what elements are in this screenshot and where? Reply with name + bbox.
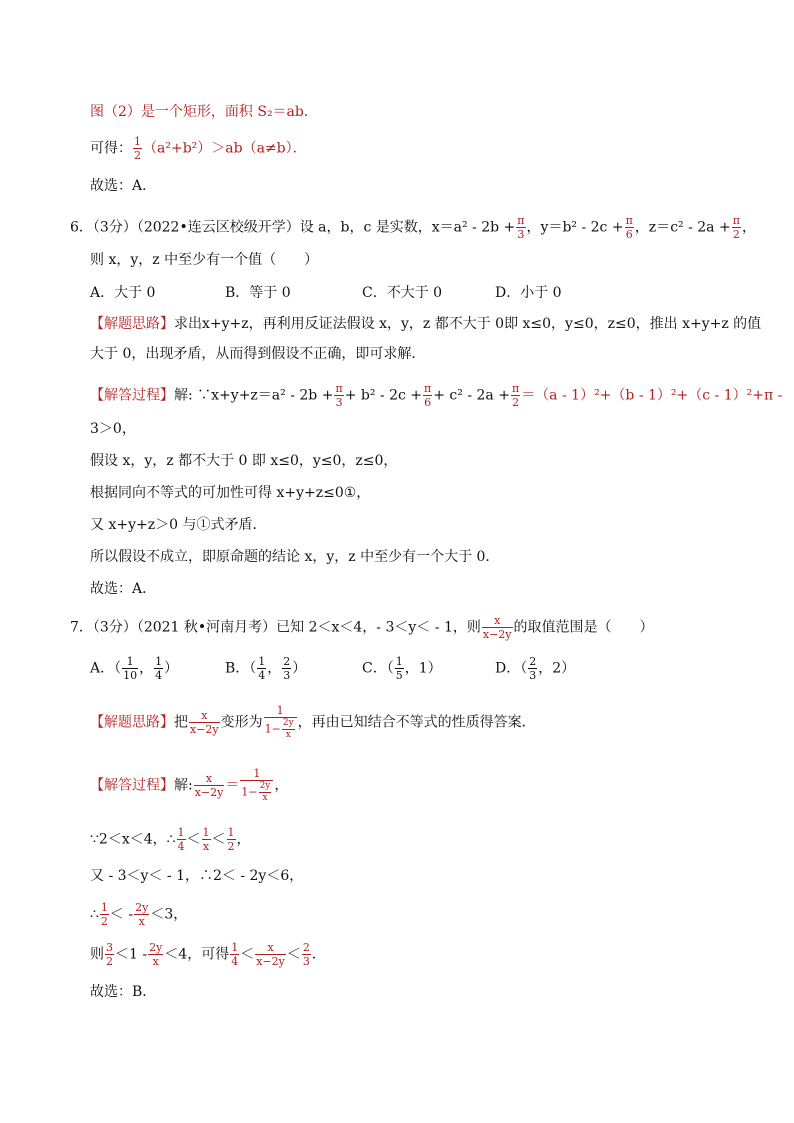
question-7-stem	[70, 615, 654, 640]
proc-part: 解:	[174, 777, 193, 794]
options-row	[90, 282, 650, 304]
text-line	[90, 579, 156, 599]
inequality: （a²+b²）＞ab（a≠b）．	[143, 140, 307, 157]
inner-fraction	[259, 782, 272, 803]
fraction	[423, 383, 432, 408]
denominator: 3	[302, 955, 310, 968]
fraction	[148, 942, 163, 967]
proc-part: ∵2＜x＜4，∴	[90, 831, 176, 848]
stem-part: ，z＝c² - 2a +	[634, 219, 731, 236]
denominator: 4	[177, 840, 185, 853]
fraction	[732, 215, 741, 240]
option-d	[495, 656, 575, 681]
numerator: 1	[395, 655, 403, 668]
fraction	[257, 656, 266, 681]
numerator: 1	[202, 826, 210, 839]
denominator: x	[152, 955, 159, 968]
fraction	[482, 615, 513, 640]
denominator: 2	[106, 955, 113, 968]
option-c: C．不大于 0	[362, 285, 443, 301]
denominator: 3	[529, 669, 537, 682]
numerator: x	[255, 942, 286, 955]
denominator: x−2y	[482, 628, 512, 641]
denominator: x	[138, 915, 145, 928]
proc-part: ，	[274, 777, 289, 794]
inner-fraction	[282, 719, 295, 740]
numerator: 2y	[282, 718, 294, 728]
option-prefix: D．（	[495, 660, 528, 677]
fraction	[202, 827, 211, 852]
numerator: π	[511, 382, 520, 395]
section-tag: 【解答过程】	[90, 777, 174, 794]
fraction	[230, 942, 239, 967]
text-line	[90, 176, 156, 196]
proc-part: ＜3，	[150, 906, 188, 923]
text-line	[90, 451, 397, 471]
equals-sign: ＝	[225, 777, 240, 794]
text-line	[90, 866, 303, 886]
think-text: 大于 0，出现矛盾，从而得到假设不正确，即可求解．	[90, 346, 426, 362]
stem-part: 的取值范围是（ ）	[513, 619, 654, 636]
text-line	[90, 827, 251, 852]
numerator: 3	[106, 941, 113, 954]
proc-part: ，	[236, 831, 251, 848]
option-suffix: ）	[292, 660, 307, 677]
denominator: 2	[227, 840, 235, 853]
numerator: x	[194, 773, 225, 786]
option-suffix: ）	[164, 660, 179, 677]
fraction	[154, 656, 163, 681]
text-line	[90, 344, 425, 364]
numerator: x	[482, 615, 513, 628]
answer-choice: 故选：A．	[90, 178, 157, 194]
text-line	[90, 383, 782, 408]
proc-line: 又 - 3＜y＜ - 1，∴2＜ - 2y＜6，	[90, 868, 304, 884]
text-line	[90, 768, 288, 803]
denominator: 2	[100, 915, 108, 928]
text-line	[90, 902, 187, 927]
text-line	[90, 705, 536, 740]
separator: ，1）	[404, 660, 442, 677]
fraction	[105, 942, 114, 967]
numerator: 1	[240, 768, 273, 781]
option-d: D．小于 0	[495, 285, 562, 301]
separator: ，	[139, 660, 154, 677]
denominator-text: 1−	[241, 785, 258, 799]
less-than: ＜	[186, 831, 201, 848]
text-line	[90, 483, 370, 503]
proc-line: 根据同向不等式的可加性可得 x+y+z≤0①，	[90, 485, 371, 501]
fraction	[395, 656, 404, 681]
answer-choice: 故选：B．	[90, 984, 157, 1000]
option-prefix: A．（	[90, 660, 122, 677]
text-line	[90, 942, 326, 967]
numerator: 1	[258, 655, 266, 668]
numerator: 2y	[135, 901, 149, 914]
numerator: x	[189, 710, 220, 723]
proc-part: ＜ -	[109, 906, 134, 923]
denominator: x	[202, 840, 210, 853]
section-tag: 【解题思路】	[90, 316, 174, 332]
denominator: 2	[732, 228, 740, 241]
denominator: 4	[258, 669, 266, 682]
option-prefix: C．（	[362, 660, 394, 677]
denominator: 10	[123, 669, 138, 682]
answer-choice: 故选：A．	[90, 581, 157, 597]
text-line	[90, 982, 156, 1002]
numerator: π	[335, 382, 343, 395]
fraction	[625, 215, 634, 240]
stem-part: 7．（3分）（2021 秋•河南月考）已知 2＜x＜4，- 3＜y＜ - 1，则	[70, 619, 481, 636]
fraction	[100, 902, 109, 927]
think-text: 求出x+y+z，再利用反证法假设 x，y，z 都不大于 0即 x≤0，y≤0，z≤0，推出 x+y+z 的值	[174, 316, 762, 332]
compound-fraction	[264, 705, 297, 740]
denominator: x−2y	[256, 955, 285, 968]
proc-part: ．	[311, 946, 326, 963]
denominator: x	[262, 793, 268, 803]
option-b: B．等于 0	[225, 285, 291, 301]
numerator: 1	[134, 135, 141, 148]
proc-part: ＝（a - 1）²+（b - 1）²+（c - 1）²+π -	[521, 387, 783, 404]
compound-fraction	[240, 768, 273, 803]
fraction	[528, 656, 537, 681]
denominator: 3	[335, 396, 343, 409]
fraction	[189, 710, 220, 735]
fraction	[516, 215, 525, 240]
denominator-text: 1−	[264, 722, 281, 736]
less-than: ＜	[211, 831, 226, 848]
numerator: 1	[231, 941, 239, 954]
stem-part: 6．（3分）（2022•连云区校级开学）设 a，b，c 是实数，x＝a² - 2b +	[70, 219, 516, 236]
proc-line: 又 x+y+z＞0 与①式矛盾．	[90, 517, 267, 533]
proc-part: 3＞0，	[90, 421, 136, 437]
denominator: 5	[395, 669, 403, 682]
numerator: 2y	[259, 781, 271, 791]
option-prefix: B．（	[225, 660, 257, 677]
text-line	[90, 250, 318, 270]
option-a: A．大于 0	[90, 285, 156, 301]
option-a	[90, 656, 178, 681]
proc-part: + b² - 2c +	[344, 387, 423, 404]
less-than: ＜	[286, 946, 301, 963]
fraction	[177, 827, 186, 852]
question-6-stem	[70, 215, 756, 240]
denominator: 2	[512, 396, 520, 409]
numerator: 2	[283, 655, 291, 668]
fraction	[134, 902, 149, 927]
proc-line: 假设 x，y，z 都不大于 0 即 x≤0，y≤0，z≤0，	[90, 453, 398, 469]
numerator: π	[732, 214, 740, 227]
numerator: 2	[302, 941, 310, 954]
text-line	[90, 419, 136, 439]
fraction	[194, 773, 225, 798]
proc-line: 所以假设不成立，即原命题的结论 x，y，z 中至少有一个大于 0．	[90, 549, 500, 565]
denominator: 3	[517, 228, 525, 241]
numerator: π	[424, 382, 432, 395]
fraction	[255, 942, 286, 967]
denominator	[240, 781, 273, 803]
denominator: x	[285, 730, 291, 740]
think-text: 变形为	[220, 714, 263, 731]
fraction	[511, 383, 520, 408]
section-tag: 【解题思路】	[90, 714, 174, 731]
denominator: x−2y	[190, 723, 219, 736]
proc-part: + c² - 2a +	[433, 387, 510, 404]
area-statement: 图（2）是一个矩形，面积 S₂＝ab．	[90, 104, 318, 120]
numerator: 1	[227, 826, 235, 839]
think-text: ，再由已知结合不等式的性质得答案．	[297, 714, 536, 731]
options-row	[90, 656, 650, 682]
label: 可得：	[90, 140, 132, 157]
fraction	[282, 656, 291, 681]
fraction	[334, 383, 343, 408]
proc-part: 则	[90, 946, 104, 963]
text-line	[90, 515, 266, 535]
numerator: 1	[177, 826, 185, 839]
stem-part: ，y＝b² - 2c +	[526, 219, 624, 236]
fraction	[122, 656, 138, 681]
stem-part: 则 x，y，z 中至少有一个值（ ）	[90, 252, 319, 268]
numerator: π	[517, 214, 525, 227]
option-b	[225, 656, 306, 681]
text-line	[90, 314, 761, 334]
proc-part: ＜4，可得	[164, 946, 230, 963]
denominator: 6	[625, 228, 633, 241]
option-c	[362, 656, 442, 681]
text-line	[90, 102, 318, 122]
proc-part: ∴	[90, 906, 99, 923]
text-line	[90, 547, 499, 567]
denominator: 6	[424, 396, 432, 409]
proc-part: ＜1 -	[115, 946, 148, 963]
stem-part: ，	[741, 219, 756, 236]
less-than: ＜	[240, 946, 255, 963]
denominator: x−2y	[194, 786, 224, 799]
denominator	[264, 718, 297, 740]
numerator: 1	[264, 705, 297, 718]
numerator: 2y	[149, 941, 163, 954]
fraction	[133, 136, 142, 161]
think-text: 把	[174, 714, 188, 731]
denominator: 4	[155, 669, 163, 682]
separator: ，	[267, 660, 282, 677]
denominator: 3	[283, 669, 291, 682]
section-tag: 【解答过程】	[90, 387, 174, 404]
fraction	[227, 827, 236, 852]
numerator: 1	[155, 655, 163, 668]
fraction	[302, 942, 311, 967]
numerator: 2	[529, 655, 537, 668]
numerator: 1	[122, 656, 138, 669]
denominator: 4	[231, 955, 239, 968]
text-line	[90, 136, 307, 161]
denominator: 2	[134, 149, 141, 162]
separator: ，2）	[538, 660, 576, 677]
numerator: 1	[100, 901, 108, 914]
numerator: π	[625, 214, 633, 227]
proc-part: 解: ∵x+y+z＝a² - 2b +	[174, 387, 334, 404]
